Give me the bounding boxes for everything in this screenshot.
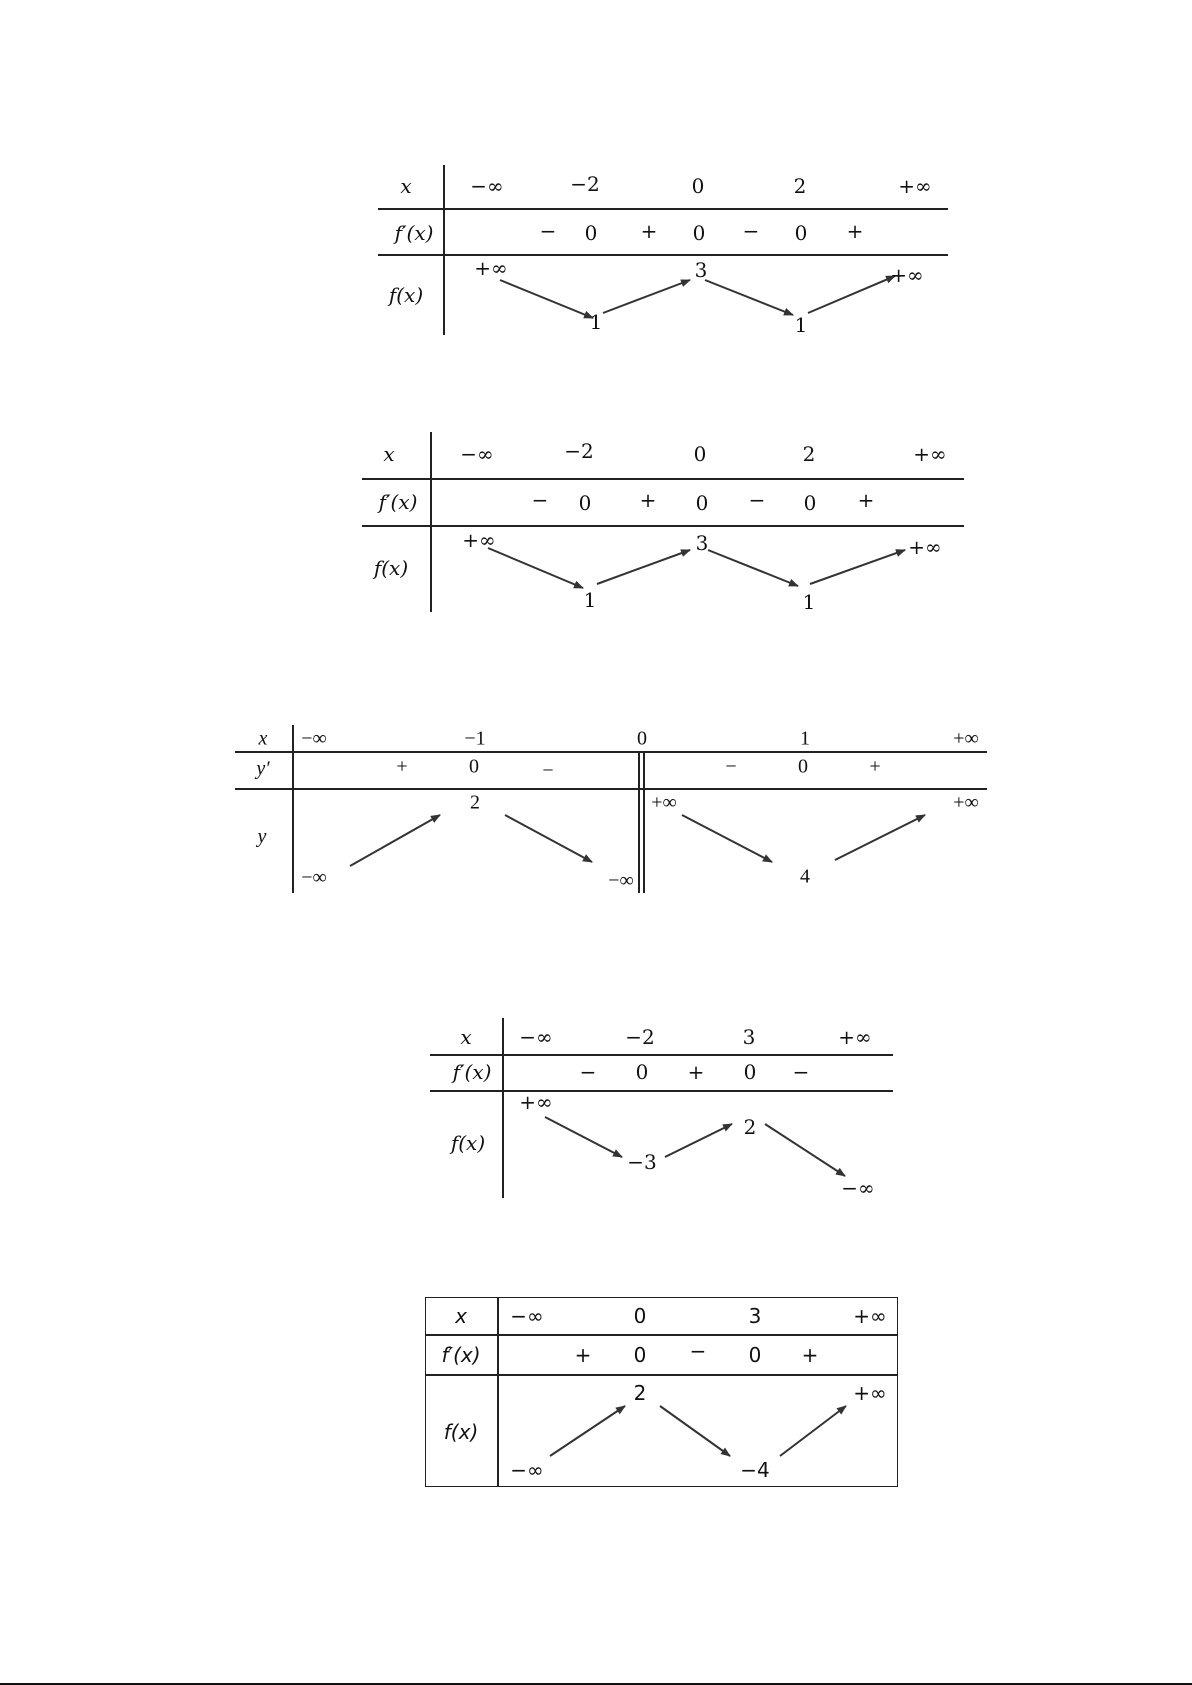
derivative-sign: 0 xyxy=(469,755,479,778)
x-value: −∞ xyxy=(519,1025,553,1049)
function-value: +∞ xyxy=(890,263,924,287)
function-value: 2 xyxy=(743,1115,757,1139)
derivative-sign: − xyxy=(689,1339,707,1363)
x-value: +∞ xyxy=(913,442,947,466)
x-value: 2 xyxy=(793,174,807,198)
x-value: 3 xyxy=(748,1304,762,1328)
arrow-decreasing xyxy=(488,548,583,588)
derivative-sign: 0 xyxy=(798,755,808,778)
function-value: 2 xyxy=(633,1381,647,1405)
derivative-sign: − xyxy=(539,219,557,243)
function-value: +∞ xyxy=(908,535,942,559)
derivative-row-label: f′(x) xyxy=(394,221,434,245)
x-row-label: x xyxy=(258,727,268,750)
derivative-row-label: f′(x) xyxy=(441,1343,481,1367)
function-value: +∞ xyxy=(474,256,508,280)
derivative-sign: + xyxy=(639,488,657,512)
derivative-row-label: y′ xyxy=(256,757,270,780)
function-value: −∞ xyxy=(841,1176,875,1200)
x-value: +∞ xyxy=(898,174,932,198)
x-value: −∞ xyxy=(510,1304,544,1328)
function-value: +∞ xyxy=(651,791,677,814)
function-value: +∞ xyxy=(953,791,979,814)
function-value: 1 xyxy=(589,310,603,334)
x-value: 0 xyxy=(693,442,707,466)
arrow-increasing xyxy=(808,276,895,313)
x-value: −∞ xyxy=(470,174,504,198)
derivative-sign: + xyxy=(857,488,875,512)
derivative-sign: + xyxy=(687,1060,705,1084)
arrow-increasing xyxy=(597,550,690,584)
x-value: −∞ xyxy=(301,727,327,750)
derivative-sign: + xyxy=(396,755,408,778)
arrow-increasing xyxy=(665,1124,732,1157)
x-value: 3 xyxy=(742,1025,756,1049)
x-value: 0 xyxy=(633,1304,647,1328)
function-row-label: f(x) xyxy=(373,556,409,580)
x-value: −∞ xyxy=(460,442,494,466)
derivative-sign: − xyxy=(725,755,737,778)
x-value: 0 xyxy=(637,727,647,750)
arrow-decreasing xyxy=(500,280,593,318)
function-value: −4 xyxy=(740,1458,770,1482)
arrow-decreasing xyxy=(682,815,772,862)
function-value: −∞ xyxy=(608,869,634,892)
function-value: 1 xyxy=(583,588,597,612)
derivative-sign: 0 xyxy=(794,221,808,245)
function-value: +∞ xyxy=(462,528,496,552)
function-row-label: f(x) xyxy=(450,1131,486,1155)
x-value: 1 xyxy=(800,727,810,750)
function-value: 1 xyxy=(794,313,808,337)
function-value: 3 xyxy=(694,258,708,282)
arrow-increasing xyxy=(810,550,905,584)
arrow-decreasing xyxy=(505,815,592,862)
function-row-label: y xyxy=(257,825,267,848)
arrow-increasing xyxy=(603,280,690,313)
function-row-label: f(x) xyxy=(443,1420,479,1444)
function-value: 1 xyxy=(802,590,816,614)
arrow-decreasing xyxy=(705,280,793,315)
derivative-sign: − xyxy=(579,1060,597,1084)
derivative-sign: 0 xyxy=(748,1343,762,1367)
derivative-row-label: f′(x) xyxy=(378,490,418,514)
function-value: 2 xyxy=(470,791,480,814)
x-value: +∞ xyxy=(838,1025,872,1049)
function-row-label: f(x) xyxy=(388,283,424,307)
derivative-sign: + xyxy=(801,1343,819,1367)
function-value: −∞ xyxy=(301,866,327,889)
derivative-sign: 0 xyxy=(743,1060,757,1084)
function-value: −3 xyxy=(627,1150,657,1174)
x-value: +∞ xyxy=(953,727,979,750)
derivative-sign: − xyxy=(531,488,549,512)
derivative-sign: 0 xyxy=(803,491,817,515)
x-value: −2 xyxy=(625,1025,655,1049)
derivative-sign: − xyxy=(742,219,760,243)
x-value: +∞ xyxy=(853,1304,887,1328)
derivative-sign: + xyxy=(640,219,658,243)
derivative-sign: + xyxy=(846,219,864,243)
x-value: −2 xyxy=(570,172,600,196)
derivative-sign: 0 xyxy=(695,491,709,515)
function-value: −∞ xyxy=(510,1458,544,1482)
arrow-decreasing xyxy=(765,1124,845,1176)
x-row-label: x xyxy=(455,1304,467,1328)
x-value: 2 xyxy=(802,442,816,466)
x-row-label: x xyxy=(400,174,412,198)
function-value: 3 xyxy=(695,531,709,555)
function-value: +∞ xyxy=(519,1090,553,1114)
arrow-decreasing xyxy=(708,550,798,586)
derivative-sign: + xyxy=(574,1343,592,1367)
derivative-sign: − xyxy=(792,1060,810,1084)
x-row-label: x xyxy=(460,1025,472,1049)
function-value: +∞ xyxy=(853,1381,887,1405)
derivative-row-label: f′(x) xyxy=(452,1060,492,1084)
arrow-increasing xyxy=(350,815,440,866)
derivative-sign: 0 xyxy=(633,1343,647,1367)
x-value: −1 xyxy=(464,727,486,750)
function-value: 4 xyxy=(800,865,810,888)
arrow-increasing xyxy=(835,815,925,860)
derivative-sign: 0 xyxy=(635,1060,649,1084)
derivative-sign: + xyxy=(869,755,881,778)
arrow-decreasing xyxy=(545,1117,622,1157)
derivative-sign: 0 xyxy=(584,221,598,245)
x-row-label: x xyxy=(383,442,395,466)
x-value: −2 xyxy=(564,439,594,463)
derivative-sign: 0 xyxy=(692,221,706,245)
derivative-sign: 0 xyxy=(578,491,592,515)
derivative-sign: − xyxy=(542,759,554,782)
derivative-sign: − xyxy=(748,488,766,512)
x-value: 0 xyxy=(691,174,705,198)
